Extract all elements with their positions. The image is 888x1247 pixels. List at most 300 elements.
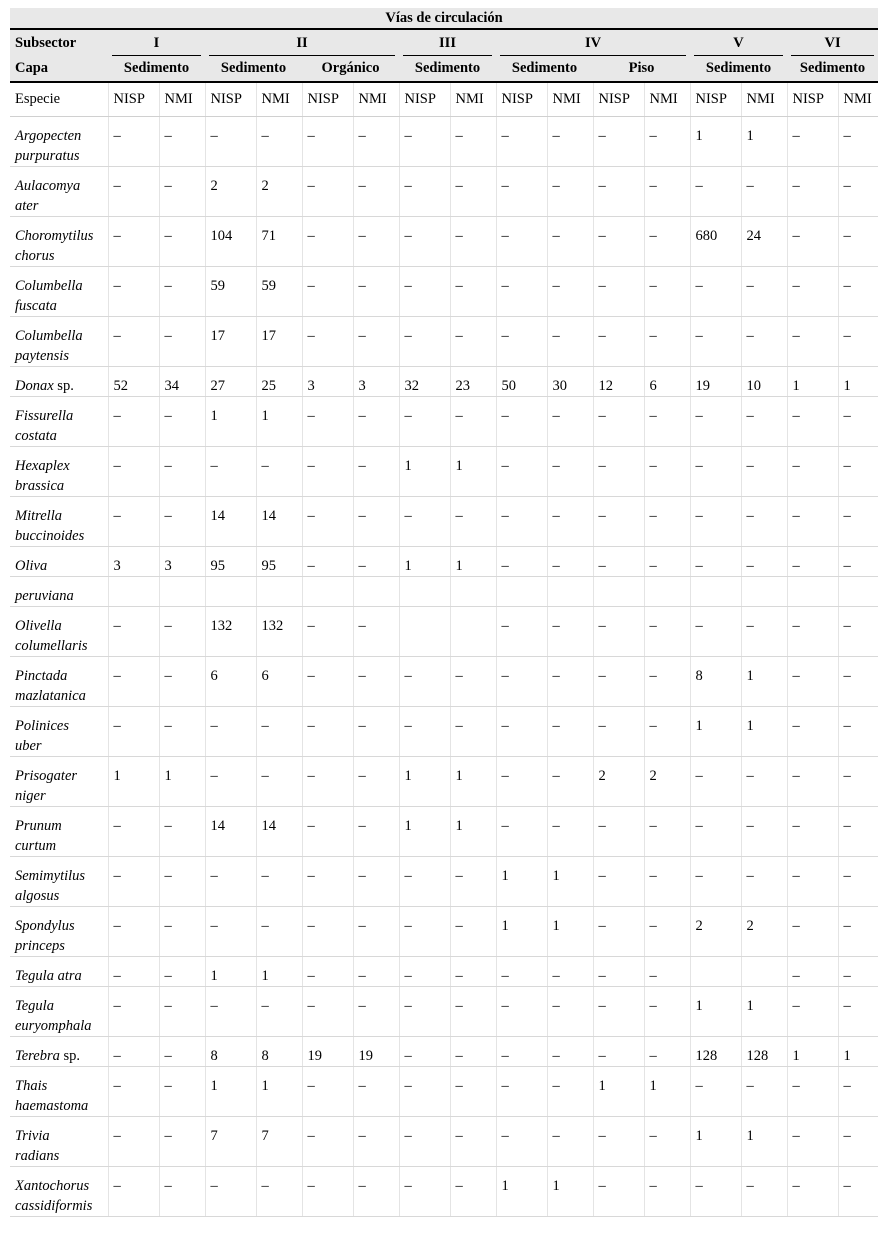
value-cell: – (838, 607, 878, 657)
capa-header: Piso (593, 56, 690, 82)
value-cell: 1 (496, 907, 547, 957)
value-cell: – (496, 267, 547, 317)
value-cell (838, 577, 878, 607)
value-cell: – (496, 807, 547, 857)
value-cell: – (787, 547, 838, 577)
value-cell: – (159, 657, 205, 707)
value-cell: – (108, 397, 159, 447)
value-cell: – (302, 657, 353, 707)
value-cell: 17 (205, 317, 256, 367)
capa-header: Sedimento (496, 56, 593, 82)
value-cell: – (159, 907, 205, 957)
value-cell: – (302, 547, 353, 577)
value-cell: – (838, 657, 878, 707)
species-epithet: radians (15, 1148, 60, 1164)
value-cell: 2 (256, 167, 302, 217)
value-cell: – (205, 117, 256, 167)
value-cell: – (353, 857, 399, 907)
value-cell: – (353, 447, 399, 497)
value-cell (496, 577, 547, 607)
value-cell: 1 (787, 367, 838, 397)
value-cell: – (450, 217, 496, 267)
value-cell: – (787, 857, 838, 907)
value-cell: – (690, 1167, 741, 1217)
value-cell: – (496, 1067, 547, 1117)
species-cell (10, 117, 108, 167)
value-cell: – (159, 1067, 205, 1117)
value-cell: 8 (205, 1037, 256, 1067)
value-cell: – (450, 167, 496, 217)
value-cell: – (838, 447, 878, 497)
value-cell: – (787, 907, 838, 957)
species-epithet: purpuratus (15, 148, 80, 164)
value-cell: – (644, 857, 690, 907)
value-cell: – (353, 1067, 399, 1117)
table-row (10, 117, 878, 167)
value-cell: 27 (205, 367, 256, 397)
value-cell: – (741, 267, 787, 317)
table-title: Vías de circulación (10, 8, 878, 29)
value-cell: – (787, 447, 838, 497)
species-cell (10, 447, 108, 497)
value-cell: – (399, 657, 450, 707)
value-cell: 1 (838, 367, 878, 397)
value-cell: 7 (205, 1117, 256, 1167)
value-cell: – (838, 857, 878, 907)
table-row (10, 1167, 878, 1217)
value-cell: – (496, 217, 547, 267)
table-row (10, 167, 878, 217)
value-cell: – (593, 1167, 644, 1217)
column-header: NMI (256, 82, 302, 117)
value-cell (399, 607, 450, 657)
value-cell: – (787, 397, 838, 447)
value-cell: – (399, 957, 450, 987)
value-cell: – (353, 1117, 399, 1167)
value-cell: – (787, 807, 838, 857)
value-cell: 50 (496, 367, 547, 397)
value-cell: – (787, 757, 838, 807)
value-cell: – (496, 757, 547, 807)
value-cell: – (787, 957, 838, 987)
value-cell: – (159, 607, 205, 657)
value-cell: 6 (205, 657, 256, 707)
value-cell: – (838, 317, 878, 367)
species-genus: Semimytilus (15, 868, 86, 884)
species-cell (10, 707, 108, 757)
value-cell: – (302, 987, 353, 1037)
value-cell: – (644, 497, 690, 547)
value-cell: – (353, 547, 399, 577)
value-cell: – (593, 447, 644, 497)
value-cell: – (399, 707, 450, 757)
species-genus: Olivella (15, 618, 62, 634)
value-cell: 52 (108, 367, 159, 397)
species-cell (10, 547, 108, 577)
value-cell: – (547, 497, 593, 547)
value-cell: – (399, 397, 450, 447)
value-cell: 59 (205, 267, 256, 317)
value-cell: – (547, 807, 593, 857)
species-genus: Tegula atra (15, 968, 82, 984)
value-cell: 3 (353, 367, 399, 397)
value-cell: – (496, 657, 547, 707)
species-epithet: princeps (15, 938, 65, 954)
value-cell: – (787, 1117, 838, 1167)
value-cell (302, 577, 353, 607)
value-cell: – (159, 447, 205, 497)
value-cell: 17 (256, 317, 302, 367)
value-cell: – (159, 807, 205, 857)
value-cell: – (787, 267, 838, 317)
value-cell: 132 (256, 607, 302, 657)
species-genus: Columbella (15, 278, 83, 294)
value-cell: – (353, 907, 399, 957)
value-cell: – (838, 167, 878, 217)
value-cell: 10 (741, 367, 787, 397)
value-cell: – (159, 397, 205, 447)
value-cell: – (302, 907, 353, 957)
value-cell: – (399, 907, 450, 957)
table-row (10, 217, 878, 267)
column-header: NISP (399, 82, 450, 117)
value-cell: – (205, 447, 256, 497)
species-epithet: algosus (15, 888, 60, 904)
value-cell: – (256, 757, 302, 807)
species-epithet: brassica (15, 478, 65, 494)
value-cell: – (353, 497, 399, 547)
value-cell: – (838, 807, 878, 857)
value-cell: 6 (644, 367, 690, 397)
column-header: NMI (450, 82, 496, 117)
value-cell (450, 577, 496, 607)
value-cell: – (741, 167, 787, 217)
value-cell: 1 (547, 907, 593, 957)
column-header: NISP (205, 82, 256, 117)
value-cell: – (159, 267, 205, 317)
value-cell: 1 (256, 397, 302, 447)
value-cell: 3 (302, 367, 353, 397)
value-cell: – (302, 1167, 353, 1217)
value-cell: – (644, 607, 690, 657)
value-cell: – (787, 1167, 838, 1217)
table-row (10, 267, 878, 317)
subsector-header: IV (496, 29, 690, 56)
value-cell: – (302, 117, 353, 167)
value-cell: 1 (450, 447, 496, 497)
value-cell: – (593, 217, 644, 267)
value-cell: 32 (399, 367, 450, 397)
value-cell: – (302, 1117, 353, 1167)
value-cell (593, 577, 644, 607)
value-cell: 14 (205, 497, 256, 547)
value-cell: – (108, 1037, 159, 1067)
species-epithet: haemastoma (15, 1098, 89, 1114)
value-cell: – (302, 1067, 353, 1117)
value-cell: 2 (593, 757, 644, 807)
value-cell: – (108, 1167, 159, 1217)
species-genus: Donax (15, 378, 54, 394)
capa-header: Sedimento (787, 56, 878, 82)
value-cell: – (450, 267, 496, 317)
value-cell: – (159, 1037, 205, 1067)
value-cell: – (838, 217, 878, 267)
value-cell: – (496, 397, 547, 447)
value-cell: 1 (399, 757, 450, 807)
capa-header: Sedimento (205, 56, 302, 82)
value-cell: 71 (256, 217, 302, 267)
value-cell: – (593, 957, 644, 987)
value-cell: – (496, 117, 547, 167)
value-cell: – (302, 757, 353, 807)
value-cell (741, 577, 787, 607)
subsector-header: I (108, 29, 205, 56)
value-cell: 1 (644, 1067, 690, 1117)
column-header: NMI (741, 82, 787, 117)
value-cell: – (302, 957, 353, 987)
table-row (10, 397, 878, 447)
value-cell: – (690, 447, 741, 497)
value-cell: – (741, 607, 787, 657)
value-cell: – (302, 217, 353, 267)
value-cell: – (593, 657, 644, 707)
value-cell: – (644, 447, 690, 497)
value-cell: – (741, 1167, 787, 1217)
value-cell: – (450, 1067, 496, 1117)
value-cell: – (741, 1067, 787, 1117)
species-genus: Tegula (15, 998, 54, 1014)
value-cell: – (496, 957, 547, 987)
value-cell: – (108, 657, 159, 707)
value-cell: – (450, 497, 496, 547)
value-cell: 34 (159, 367, 205, 397)
value-cell: – (159, 117, 205, 167)
table-row (10, 857, 878, 907)
value-cell: 8 (256, 1037, 302, 1067)
value-cell: – (256, 117, 302, 167)
species-cell (10, 497, 108, 547)
subsector-label: Subsector (10, 29, 108, 56)
value-cell: – (593, 987, 644, 1037)
value-cell: – (644, 807, 690, 857)
subsector-header: VI (787, 29, 878, 56)
value-cell: – (838, 397, 878, 447)
value-cell: – (302, 857, 353, 907)
value-cell: – (644, 217, 690, 267)
value-cell: – (450, 987, 496, 1037)
value-cell: – (644, 267, 690, 317)
value-cell (644, 577, 690, 607)
value-cell: – (302, 267, 353, 317)
species-genus: Oliva (15, 558, 48, 574)
value-cell: – (787, 1067, 838, 1117)
value-cell: 2 (690, 907, 741, 957)
value-cell: – (108, 317, 159, 367)
value-cell: – (399, 117, 450, 167)
value-cell: 1 (690, 987, 741, 1037)
value-cell: – (302, 807, 353, 857)
value-cell: – (302, 707, 353, 757)
species-cell (10, 907, 108, 957)
value-cell: – (450, 1117, 496, 1167)
value-cell: – (838, 117, 878, 167)
value-cell: 1 (838, 1037, 878, 1067)
value-cell: – (547, 217, 593, 267)
value-cell: – (547, 167, 593, 217)
value-cell: – (593, 607, 644, 657)
value-cell: – (838, 707, 878, 757)
species-cell (10, 1067, 108, 1117)
value-cell: – (593, 117, 644, 167)
value-cell: 12 (593, 367, 644, 397)
value-cell: 680 (690, 217, 741, 267)
value-cell: 3 (159, 547, 205, 577)
value-cell: – (108, 447, 159, 497)
species-epithet: columellaris (15, 638, 88, 654)
value-cell: – (838, 267, 878, 317)
value-cell: – (450, 707, 496, 757)
value-cell: – (644, 907, 690, 957)
species-genus: Argopecten (15, 128, 82, 144)
species-suffix: sp. (53, 378, 74, 394)
table-row (10, 657, 878, 707)
value-cell: – (787, 707, 838, 757)
value-cell: – (644, 547, 690, 577)
value-cell: – (496, 1037, 547, 1067)
value-cell: – (547, 1117, 593, 1167)
table-row (10, 807, 878, 857)
species-cell (10, 957, 108, 987)
species-epithet: chorus (15, 248, 55, 264)
value-cell: – (741, 757, 787, 807)
table-row (10, 707, 878, 757)
species-genus: Prisogater (15, 768, 78, 784)
value-cell (741, 957, 787, 987)
value-cell: – (838, 497, 878, 547)
value-cell: 1 (741, 117, 787, 167)
value-cell: – (108, 707, 159, 757)
value-cell: – (353, 1167, 399, 1217)
value-cell: – (593, 547, 644, 577)
capa-label: Capa (10, 56, 108, 82)
value-cell: – (205, 707, 256, 757)
value-cell: 1 (741, 987, 787, 1037)
value-cell: 1 (205, 957, 256, 987)
value-cell: 30 (547, 367, 593, 397)
value-cell: – (593, 317, 644, 367)
value-cell: – (741, 807, 787, 857)
value-cell: – (159, 317, 205, 367)
value-cell: 1 (450, 807, 496, 857)
value-cell: – (108, 117, 159, 167)
value-cell: – (353, 267, 399, 317)
value-cell: – (690, 807, 741, 857)
column-header: NISP (787, 82, 838, 117)
capa-header: Sedimento (399, 56, 496, 82)
value-cell: 3 (108, 547, 159, 577)
value-cell: – (644, 987, 690, 1037)
value-cell: 7 (256, 1117, 302, 1167)
value-cell: – (547, 987, 593, 1037)
table-row (10, 987, 878, 1037)
species-epithet: uber (15, 738, 42, 754)
value-cell: 1 (741, 657, 787, 707)
species-epithet: ater (15, 198, 39, 214)
value-cell: 1 (256, 1067, 302, 1117)
species-cell (10, 577, 108, 607)
value-cell: 14 (256, 497, 302, 547)
value-cell: 19 (690, 367, 741, 397)
column-header: NMI (353, 82, 399, 117)
value-cell: – (108, 857, 159, 907)
value-cell: – (399, 317, 450, 367)
value-cell: – (547, 657, 593, 707)
value-cell: – (547, 957, 593, 987)
value-cell: 104 (205, 217, 256, 267)
species-genus: Trivia (15, 1128, 50, 1144)
species-suffix: sp. (59, 1048, 81, 1064)
table-row (10, 547, 878, 577)
value-cell: – (450, 657, 496, 707)
value-cell: – (108, 807, 159, 857)
value-cell: – (205, 907, 256, 957)
value-cell: – (205, 1167, 256, 1217)
value-cell: – (787, 657, 838, 707)
value-cell: 1 (496, 1167, 547, 1217)
value-cell (690, 577, 741, 607)
value-cell: – (741, 317, 787, 367)
value-cell: 14 (256, 807, 302, 857)
value-cell: – (496, 167, 547, 217)
value-cell: 19 (353, 1037, 399, 1067)
subsector-header: III (399, 29, 496, 56)
value-cell: – (108, 607, 159, 657)
table-body (10, 117, 878, 1217)
value-cell: 23 (450, 367, 496, 397)
value-cell: – (302, 397, 353, 447)
value-cell: – (593, 397, 644, 447)
value-cell: 59 (256, 267, 302, 317)
value-cell: – (838, 547, 878, 577)
species-genus: Thais (15, 1078, 48, 1094)
value-cell: – (593, 497, 644, 547)
value-cell: – (450, 957, 496, 987)
species-cell (10, 607, 108, 657)
value-cell: 1 (787, 1037, 838, 1067)
value-cell: – (547, 1037, 593, 1067)
table-row (10, 317, 878, 367)
value-cell (205, 577, 256, 607)
species-cell (10, 807, 108, 857)
value-cell: – (450, 1037, 496, 1067)
table-row (10, 447, 878, 497)
value-cell: – (302, 497, 353, 547)
value-cell: – (787, 497, 838, 547)
value-cell: – (353, 957, 399, 987)
value-cell: – (547, 707, 593, 757)
species-genus: Xantochorus (15, 1178, 90, 1194)
value-cell: – (256, 707, 302, 757)
value-cell: – (644, 167, 690, 217)
value-cell: – (547, 607, 593, 657)
species-genus: Aulacomya (15, 178, 81, 194)
value-cell: – (353, 807, 399, 857)
value-cell: – (256, 987, 302, 1037)
value-cell: – (838, 907, 878, 957)
value-cell: – (644, 707, 690, 757)
value-cell: 1 (593, 1067, 644, 1117)
value-cell: – (644, 397, 690, 447)
